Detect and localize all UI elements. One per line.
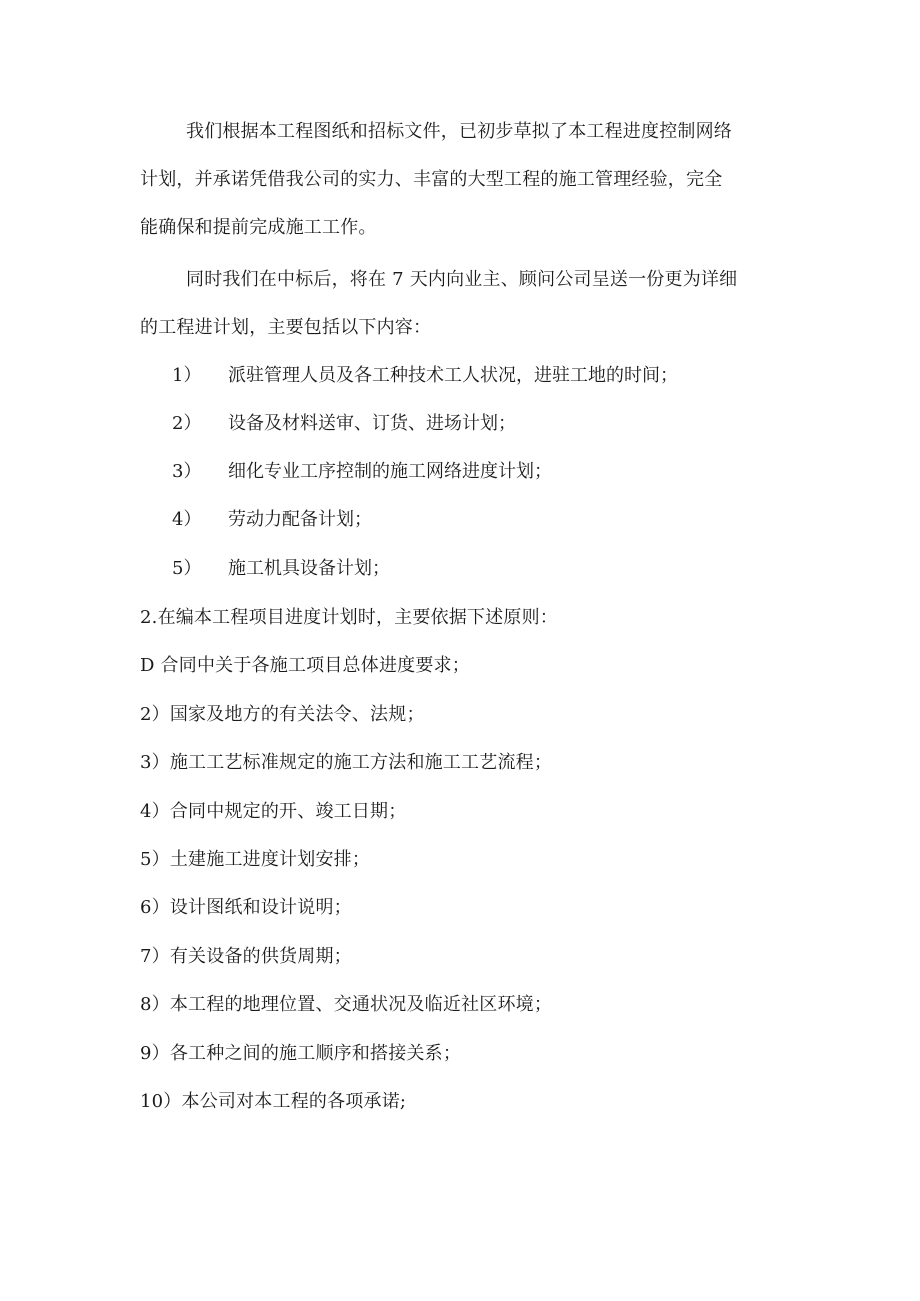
principle-item-2: 2）国家及地方的有关法令、法规； — [140, 704, 425, 725]
content-item-4-number: 4） — [172, 509, 202, 530]
content-item-5-number: 5） — [172, 558, 202, 579]
paragraph-2-line-2: 的工程进计划，主要包括以下内容： — [140, 317, 432, 338]
principle-item-8: 8）本工程的地理位置、交通状况及临近社区环境； — [140, 994, 553, 1015]
principle-item-5: 5）土建施工进度计划安排； — [140, 849, 371, 870]
principle-item-1: D 合同中关于各施工项目总体进度要求； — [140, 655, 470, 676]
principle-item-9: 9）各工种之间的施工顺序和搭接关系； — [140, 1043, 462, 1064]
principle-item-10: 10）本公司对本工程的各项承诺; — [140, 1091, 407, 1112]
principle-item-3: 3）施工工艺标准规定的施工方法和施工工艺流程； — [140, 752, 553, 773]
content-item-3-number: 3） — [172, 461, 202, 482]
paragraph-1-line-2: 计划，并承诺凭借我公司的实力、丰富的大型工程的施工管理经验，完全 — [140, 169, 723, 190]
content-item-4-text: 劳动力配备计划； — [228, 509, 372, 530]
content-item-1-number: 1） — [172, 365, 202, 386]
content-item-5-text: 施工机具设备计划； — [228, 558, 390, 579]
section-2-heading: 2.在编本工程项目进度计划时，主要依据下述原则： — [140, 607, 558, 628]
principle-item-4: 4）合同中规定的开、竣工日期； — [140, 801, 407, 822]
principle-item-6: 6）设计图纸和设计说明； — [140, 897, 352, 918]
content-item-3-text: 细化专业工序控制的施工网络进度计划； — [228, 461, 552, 482]
paragraph-2-line-1: 同时我们在中标后，将在 7 天内向业主、顾问公司呈送一份更为详细 — [186, 269, 738, 290]
paragraph-1-line-1: 我们根据本工程图纸和招标文件，已初步草拟了本工程进度控制网络 — [186, 121, 732, 142]
content-item-1-text: 派驻管理人员及各工种技术工人状况，进驻工地的时间； — [228, 365, 678, 386]
principle-item-7: 7）有关设备的供货周期； — [140, 946, 352, 967]
content-item-2-number: 2） — [172, 413, 202, 434]
paragraph-1-line-3: 能确保和提前完成施工工作。 — [140, 217, 377, 238]
content-item-2-text: 设备及材料送审、订货、进场计划； — [228, 413, 516, 434]
